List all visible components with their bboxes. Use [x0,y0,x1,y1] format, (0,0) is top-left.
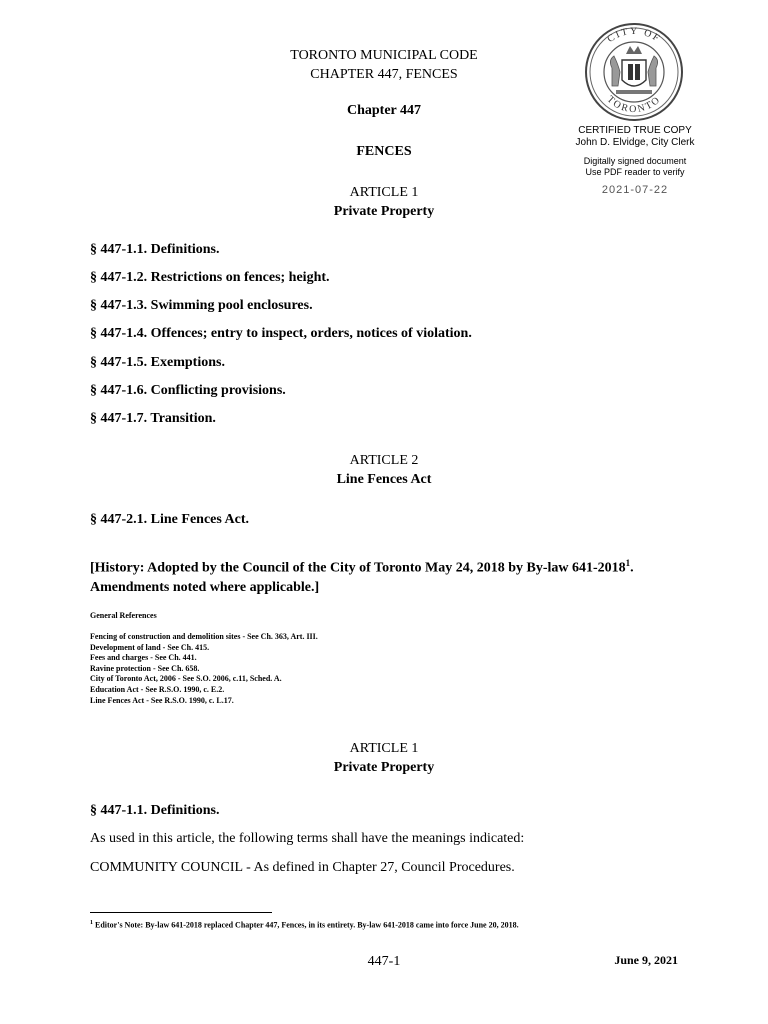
footnote-divider [90,912,272,913]
reference-item: Line Fences Act - See R.S.O. 1990, c. L.17. [90,695,234,705]
code-title: TORONTO MUNICIPAL CODE [290,48,478,63]
clerk-name: John D. Elvidge, City Clerk [575,137,695,148]
signed-note-2: Use PDF reader to verify [585,167,685,177]
references-list [90,632,318,706]
chapter-subtitle: CHAPTER 447, FENCES [310,67,458,82]
reference-item: Ravine protection - See Ch. 658. [90,663,200,673]
section-heading: § 447-1.1. Definitions. [90,803,220,818]
toc-article1-heading: ARTICLE 1 [349,185,419,200]
article1-heading: ARTICLE 1 [349,741,419,756]
toc-article2-heading: ARTICLE 2 [349,453,419,468]
chapter-number: Chapter 447 [346,103,422,118]
history-line2: Amendments noted where applicable.] [90,579,320,595]
chapter-title: FENCES [356,144,412,159]
seal-text-bottom: TORONTO [604,93,664,116]
reference-item: Fencing of construction and demolition sites - See Ch. 363, Art. III. [90,632,318,641]
toc-item[interactable]: § 447-1.3. Swimming pool enclosures. [90,298,313,313]
reference-item: Fees and charges - See Ch. 441. [90,653,197,663]
toc-article1-subheading: Private Property [333,204,435,219]
svg-text:TORONTO [605,94,664,115]
history-period: . [630,560,634,576]
footnote-text: Editor's Note: By-law 641-2018 replaced Chapter 447, Fences, in its entirety. By-law 641-2018 came into force June 20, 2018. [95,920,519,930]
references-title: General References [90,611,157,620]
definitions-intro: As used in this article, the following terms shall have the meanings indicated: [90,831,525,846]
history-footnote-ref[interactable]: 1 [625,558,631,568]
certified-date: 2021-07-22 [601,184,669,196]
toc-item[interactable]: § 447-1.6. Conflicting provisions. [90,383,286,398]
reference-item: Development of land - See Ch. 415. [90,642,210,652]
footnote-marker: 1 [90,920,93,926]
toc-item[interactable]: § 447-2.1. Line Fences Act. [90,512,250,527]
certified-title: CERTIFIED TRUE COPY [578,125,692,136]
toc-item[interactable]: § 447-1.5. Exemptions. [90,355,225,370]
page-number: 447-1 [367,954,401,969]
definition-community-council: COMMUNITY COUNCIL - As defined in Chapter 27, Council Procedures. [90,860,515,875]
reference-item: Education Act - See R.S.O. 1990, c. E.2. [90,684,225,694]
revision-date: June 9, 2021 [614,953,678,967]
article1-subheading: Private Property [333,760,435,775]
footnote [90,920,519,930]
reference-item: City of Toronto Act, 2006 - See S.O. 2006, c.11, Sched. A. [90,674,282,684]
history-text: [History: Adopted by the Council of the City of Toronto May 24, 2018 by By-law 641-2018 [90,560,626,576]
toc-item[interactable]: § 447-1.1. Definitions. [90,242,220,257]
city-seal [572,20,696,124]
toc-article2-subheading: Line Fences Act [336,472,432,487]
history-note [90,554,710,597]
seal-text-top: CITY OF [605,25,663,46]
signed-note-1: Digitally signed document [583,156,687,166]
toc-item[interactable]: § 447-1.2. Restrictions on fences; height. [90,270,330,285]
toc-item[interactable]: § 447-1.7. Transition. [90,411,216,426]
toc-item[interactable]: § 447-1.4. Offences; entry to inspect, orders, notices of violation. [90,326,472,341]
